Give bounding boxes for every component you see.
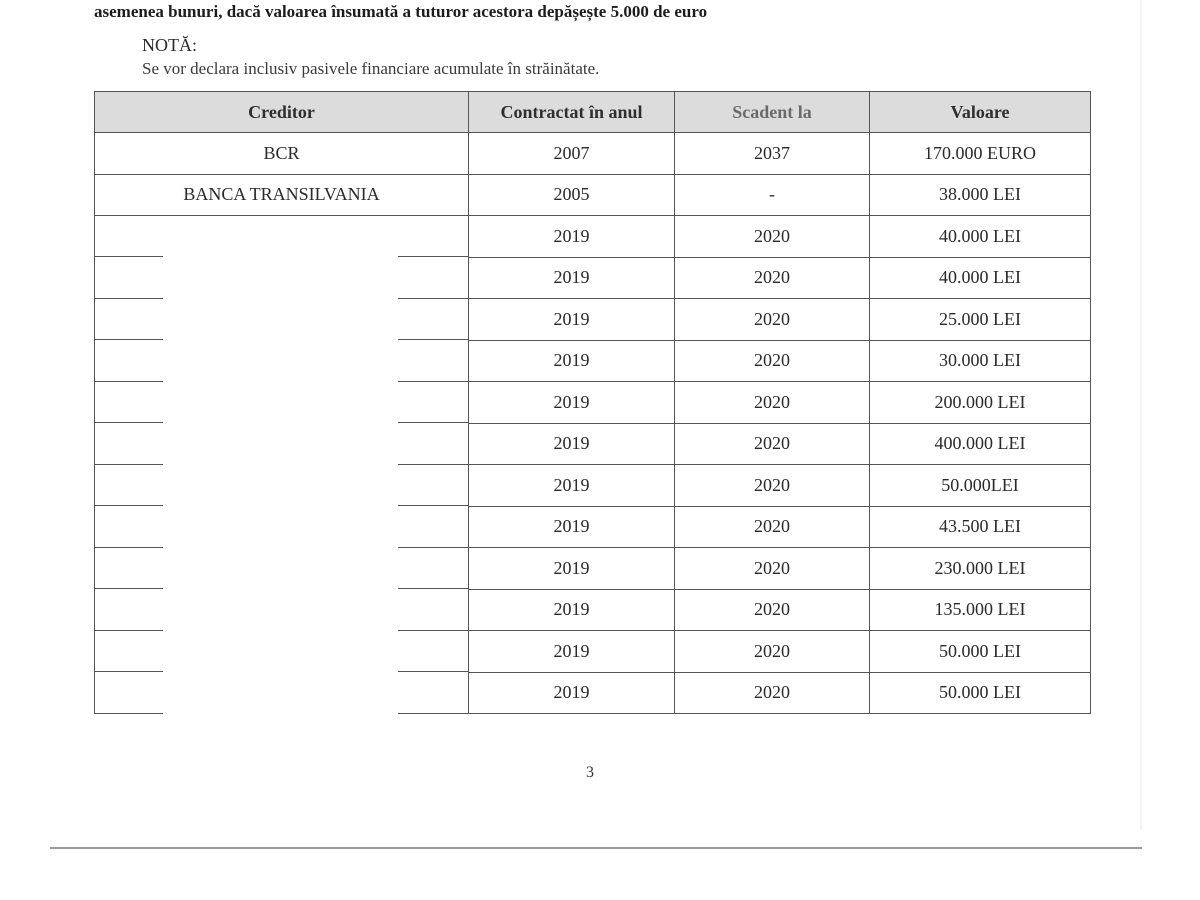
cell-value: 30.000 LEI [870, 340, 1091, 382]
cell-due-date: 2020 [675, 340, 870, 382]
cell-creditor [95, 465, 469, 507]
cell-creditor [95, 423, 469, 465]
cell-contract-year: 2005 [469, 174, 675, 216]
table-row [95, 216, 1091, 258]
cell-creditor [95, 216, 469, 258]
cell-due-date: - [675, 174, 870, 216]
note-title: NOTĂ: [142, 35, 197, 55]
cell-value: 50.000 LEI [870, 672, 1091, 714]
cell-creditor: BCR [95, 133, 469, 175]
cell-due-date: 2020 [675, 216, 870, 258]
cell-due-date: 2020 [675, 257, 870, 299]
cell-contract-year: 2019 [469, 465, 675, 507]
page-number: 3 [586, 764, 594, 781]
table-row [95, 506, 1091, 548]
cell-contract-year: 2007 [469, 133, 675, 175]
table-row [95, 174, 1091, 216]
table-row [95, 340, 1091, 382]
row-divider-stub-right [398, 713, 468, 714]
cell-due-date: 2020 [675, 423, 870, 465]
table-row [95, 672, 1091, 714]
header-value: Valoare [870, 92, 1091, 133]
note-text: Se vor declara inclusiv pasivele financiare acumulate în străinătate. [142, 59, 600, 78]
cell-value: 25.000 LEI [870, 299, 1091, 341]
cell-creditor: BANCA TRANSILVANIA [95, 174, 469, 216]
cell-contract-year: 2019 [469, 672, 675, 714]
cell-due-date: 2020 [675, 589, 870, 631]
cell-value: 135.000 LEI [870, 589, 1091, 631]
cell-creditor [95, 506, 469, 548]
table-row [95, 299, 1091, 341]
header-due-date: Scadent la [675, 92, 870, 133]
cell-creditor [95, 382, 469, 424]
cell-due-date: 2037 [675, 133, 870, 175]
cell-value: 50.000 LEI [870, 631, 1091, 673]
cell-value: 40.000 LEI [870, 257, 1091, 299]
cell-creditor [95, 589, 469, 631]
cell-contract-year: 2019 [469, 299, 675, 341]
cell-value: 50.000LEI [870, 465, 1091, 507]
cell-value: 38.000 LEI [870, 174, 1091, 216]
table-row [95, 589, 1091, 631]
row-divider-stub-left [95, 713, 163, 714]
cell-due-date: 2020 [675, 672, 870, 714]
cell-due-date: 2020 [675, 382, 870, 424]
cell-due-date: 2020 [675, 631, 870, 673]
table-row [95, 133, 1091, 175]
cell-creditor [95, 548, 469, 590]
bottom-divider [50, 847, 1142, 849]
table-row [95, 548, 1091, 590]
cell-contract-year: 2019 [469, 548, 675, 590]
cell-creditor [95, 299, 469, 341]
cell-creditor [95, 340, 469, 382]
cell-contract-year: 2019 [469, 589, 675, 631]
cell-contract-year: 2019 [469, 631, 675, 673]
section-heading: asemenea bunuri, dacă valoarea însumată a tuturor acestora depășește 5.000 de euro [94, 2, 708, 21]
header-contract-year: Contractat în anul [469, 92, 675, 133]
table-row [95, 465, 1091, 507]
cell-value: 40.000 LEI [870, 216, 1091, 258]
cell-creditor [95, 631, 469, 673]
scan-edge-shade [1140, 0, 1144, 830]
cell-due-date: 2020 [675, 548, 870, 590]
cell-contract-year: 2019 [469, 340, 675, 382]
debts-table [94, 91, 1091, 714]
cell-value: 200.000 LEI [870, 382, 1091, 424]
cell-contract-year: 2019 [469, 216, 675, 258]
table-row [95, 423, 1091, 465]
table-header-row [95, 92, 1091, 133]
cell-due-date: 2020 [675, 299, 870, 341]
cell-contract-year: 2019 [469, 257, 675, 299]
cell-value: 170.000 EURO [870, 133, 1091, 175]
cell-creditor [95, 257, 469, 299]
cell-contract-year: 2019 [469, 382, 675, 424]
table-row [95, 257, 1091, 299]
header-creditor: Creditor [95, 92, 469, 133]
table-row [95, 382, 1091, 424]
table-row [95, 631, 1091, 673]
cell-due-date: 2020 [675, 465, 870, 507]
cell-value: 43.500 LEI [870, 506, 1091, 548]
cell-due-date: 2020 [675, 506, 870, 548]
cell-contract-year: 2019 [469, 423, 675, 465]
cell-creditor [95, 672, 469, 714]
cell-value: 400.000 LEI [870, 423, 1091, 465]
cell-value: 230.000 LEI [870, 548, 1091, 590]
cell-contract-year: 2019 [469, 506, 675, 548]
